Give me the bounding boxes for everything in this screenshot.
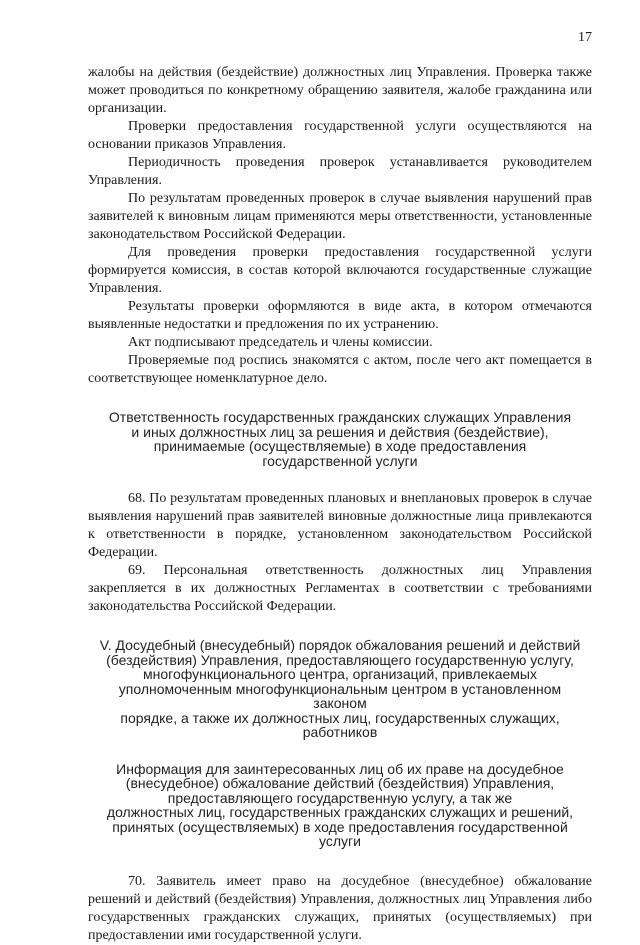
paragraph: Проверяемые под роспись знакомятся с актом, после чего акт помещается в соответствующее номенклатурное дело. (88, 353, 592, 386)
heading-line: V. Досудебный (внесудебный) порядок обжалования решений и действий (99, 637, 581, 653)
heading-line: (внесудебное) обжалование действий (бездействия) Управления, (125, 775, 555, 791)
section-heading-responsibility (88, 410, 592, 468)
document-body (88, 64, 592, 945)
paragraph: Для проведения проверки предоставления государственной услуги формируется комиссия, в состав которой включаются государственные служащие Управления. (88, 245, 592, 296)
heading-line: предоставляющего государственную услугу, а так же (167, 789, 513, 806)
heading-line: Информация для заинтересованных лиц об их праве на досудебное (116, 760, 564, 777)
heading-line: многофункционального центра, организаций, привлекаемых (143, 666, 537, 682)
paragraphs-bottom (88, 873, 592, 945)
page-number: 17 (578, 30, 592, 45)
heading-line: порядке, а также их должностных лиц, государственных служащих, (120, 709, 560, 726)
paragraph: Акт подписывают председатель и члены комиссии. (128, 335, 433, 350)
heading-line: Ответственность государственных гражданских служащих Управления (108, 409, 572, 425)
heading-line: принимаемые (осуществляемые) в ходе предоставления (153, 438, 527, 454)
paragraph: жалобы на действия (бездействие) должностных лиц Управления. Проверка также может проводиться по конкретному обращению заявителя, жалобе гражданина или организации. (88, 65, 592, 116)
heading-line: (бездействия) Управления, предоставляющего государственную услугу, (106, 651, 574, 668)
heading-line: и иных должностных лиц за решения и действия (бездействие), (131, 423, 549, 440)
paragraph: Результаты проверки оформляются в виде акта, в котором отмечаются выявленные недостатки и предложения по их устранению. (88, 299, 592, 332)
section-heading-v (88, 638, 592, 740)
section-heading-information (88, 762, 592, 849)
paragraphs-middle (88, 490, 592, 616)
paragraph: Периодичность проведения проверок устанавливается руководителем Управления. (88, 155, 592, 188)
paragraph-68: 68. По результатам проведенных плановых и внеплановых проверок в случае выявления нарушений прав заявителей виновные должностные лица привлекаются к ответственности в порядке, установленном законодательством Российской Федерации. (88, 491, 592, 560)
paragraph-69: 69. Персональная ответственность должностных лиц Управления закрепляется в их должностных Регламентах в соответствии с требованиями законодательства Российской Федерации. (88, 563, 592, 614)
heading-line: принятых (осуществляемых) в ходе предоставления государственной услуги (112, 818, 568, 849)
paragraph: Проверки предоставления государственной услуги осуществляются на основании приказов Управления. (88, 119, 592, 152)
paragraphs-top (88, 64, 592, 388)
heading-line: работников (302, 724, 378, 740)
paragraph-70: 70. Заявитель имеет право на досудебное (внесудебное) обжалование решений и действий (бездействия) Управления, должностных лиц Управления либо государственных гражданских служащих, принятых (осуществляемых) при предоставлении ими государственной услуги. (88, 873, 592, 943)
heading-line: уполномоченным многофункциональным центром в установленном законом (118, 680, 562, 711)
heading-line: государственной услуги (262, 452, 418, 469)
heading-line: должностных лиц, государственных гражданских служащих и решений, (106, 804, 574, 820)
paragraph: По результатам проведенных проверок в случае выявления нарушений прав заявителей к виновным лицам применяются меры ответственности, установленные законодательством Российской Федерации. (88, 191, 592, 242)
